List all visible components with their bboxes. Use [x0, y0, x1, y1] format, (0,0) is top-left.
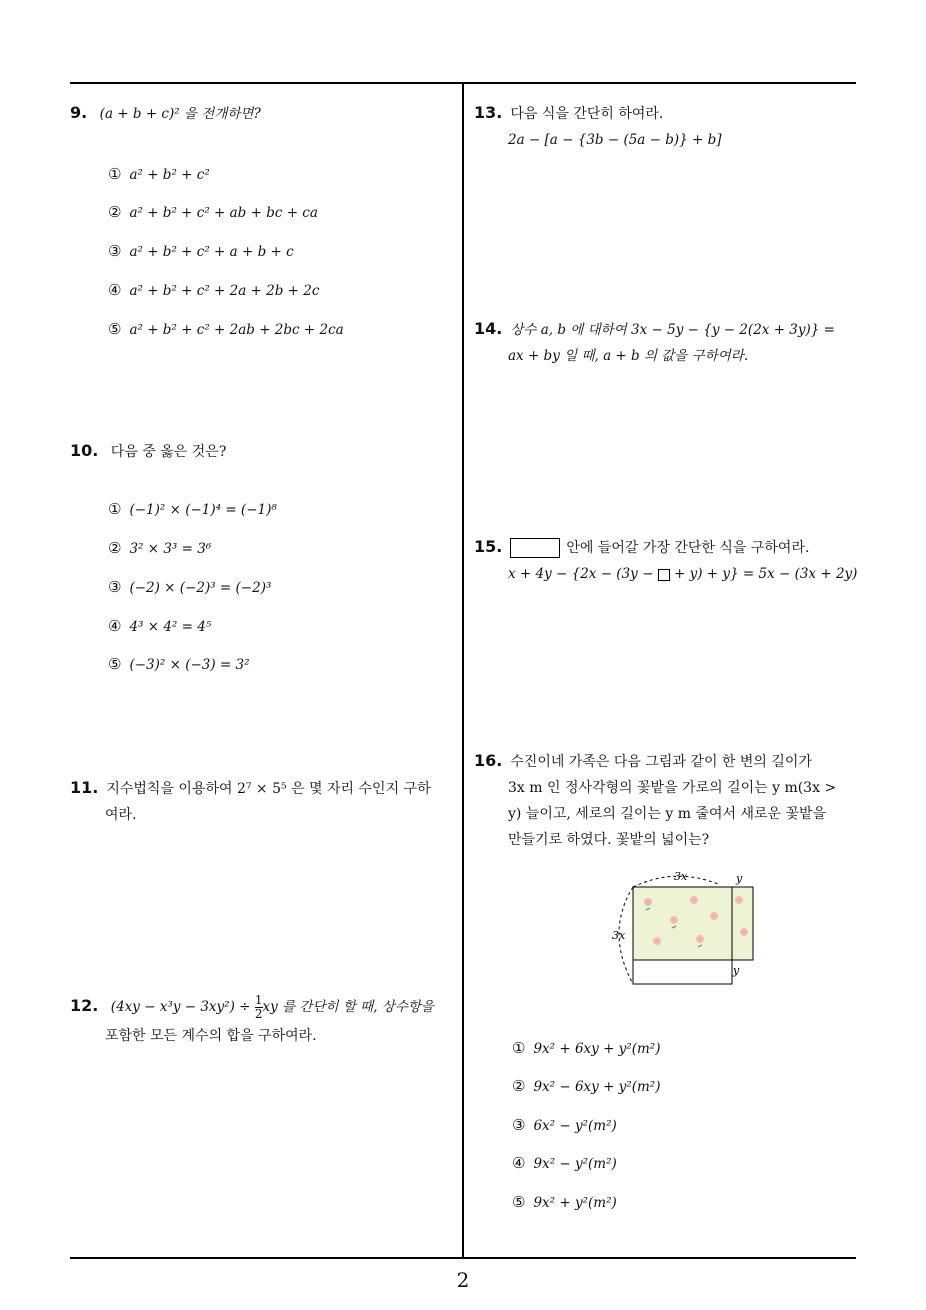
question-number: 11.: [70, 778, 99, 797]
question-11: [70, 775, 460, 828]
q16-option-5[interactable]: ⑤ 9x² + y²(m²): [512, 1193, 617, 1211]
page-number: 2: [456, 1268, 470, 1292]
question-stem-line1: 수진이네 가족은 다음 그림과 같이 한 변의 길이가: [510, 754, 812, 770]
q9-option-5[interactable]: ⑤ a² + b² + c² + 2ab + 2bc + 2ca: [108, 320, 344, 338]
q9-option-3[interactable]: ③ a² + b² + c² + a + b + c: [108, 242, 294, 260]
expression: (4xy − x³y − 3xy²) ÷: [110, 999, 251, 1015]
question-14: [474, 316, 864, 369]
question-stem-line2: 포함한 모든 계수의 합을 구하여라.: [105, 1028, 317, 1044]
right-top-label: y: [736, 872, 743, 885]
question-stem-line1: 지수법칙을 이용하여 2⁷ × 5⁵ 은 몇 자리 수인지 구하: [106, 781, 431, 797]
left-label: 3x: [612, 929, 626, 942]
q16-option-3[interactable]: ③ 6x² − y²(m²): [512, 1116, 617, 1134]
q9-option-4[interactable]: ④ a² + b² + c² + 2a + 2b + 2c: [108, 281, 320, 299]
question-stem-line2: ax + by 일 때, a + b 의 값을 구하여라.: [508, 348, 749, 364]
q16-option-4[interactable]: ④ 9x² − y²(m²): [512, 1154, 617, 1172]
question-number: 13.: [474, 103, 503, 122]
question-12: [70, 990, 462, 1049]
question-stem-line1: 상수 a, b 에 대하여 3x − 5y − {y − 2(2x + 3y)} =: [510, 322, 835, 338]
question-number: 9.: [70, 103, 88, 122]
question-10: [70, 438, 226, 465]
question-number: 14.: [474, 319, 503, 338]
q16-option-2[interactable]: ② 9x² − 6xy + y²(m²): [512, 1077, 661, 1095]
q10-option-5[interactable]: ⑤ (−3)² × (−3) = 3²: [108, 655, 250, 673]
question-stem: 안에 들어갈 가장 간단한 식을 구하여라.: [566, 540, 810, 556]
question-13: [474, 100, 722, 153]
removed-strip: [633, 960, 732, 984]
q10-option-2[interactable]: ② 3² × 3³ = 3⁶: [108, 539, 212, 557]
column-divider: [462, 82, 464, 1259]
question-15: [474, 534, 864, 587]
question-stem-line4: 만들기로 하였다. 꽃밭의 넓이는?: [508, 832, 710, 848]
expression: x + 4y − {2x − (3y − + y) + y} = 5x − (3x + 2y): [508, 566, 858, 582]
q10-option-1[interactable]: ① (−1)² × (−1)⁴ = (−1)⁸: [108, 500, 277, 518]
expression-tail: xy 를 간단히 할 때, 상수항을: [262, 999, 434, 1015]
question-number: 15.: [474, 537, 503, 556]
top-label: 3x: [674, 870, 688, 883]
question-16: [474, 748, 864, 853]
q9-option-2[interactable]: ② a² + b² + c² + ab + bc + ca: [108, 203, 318, 221]
fraction: $\frac{1}{2}$: [254, 992, 263, 1021]
right-bottom-label: y: [733, 964, 740, 977]
question-number: 16.: [474, 751, 503, 770]
garden-figure: [600, 862, 770, 992]
expression: 2a − [a − {3b − (5a − b)} + b]: [508, 132, 722, 148]
question-stem-line3: y) 늘이고, 세로의 길이는 y m 줄여서 새로운 꽃밭을: [508, 806, 827, 822]
q16-option-1[interactable]: ① 9x² + 6xy + y²(m²): [512, 1039, 661, 1057]
question-stem: 다음 식을 간단히 하여라.: [510, 106, 664, 122]
question-stem: 다음 중 옳은 것은?: [110, 444, 227, 460]
question-stem: (a + b + c)² 을 전개하면?: [99, 106, 261, 122]
q10-option-4[interactable]: ④ 4³ × 4² = 4⁵: [108, 617, 212, 635]
bottom-rule: [70, 1257, 856, 1259]
question-9: [70, 100, 261, 127]
question-number: 10.: [70, 441, 99, 460]
question-stem-line2: 여라.: [105, 807, 137, 823]
q9-option-1[interactable]: ① a² + b² + c²: [108, 165, 210, 183]
q10-option-3[interactable]: ③ (−2) × (−2)³ = (−2)³: [108, 578, 272, 596]
answer-box[interactable]: [510, 538, 560, 558]
question-stem-line2: 3x m 인 정사각형의 꽃밭을 가로의 길이는 y m(3x >: [508, 780, 837, 796]
question-number: 12.: [70, 996, 99, 1015]
blank-square: [658, 569, 670, 581]
